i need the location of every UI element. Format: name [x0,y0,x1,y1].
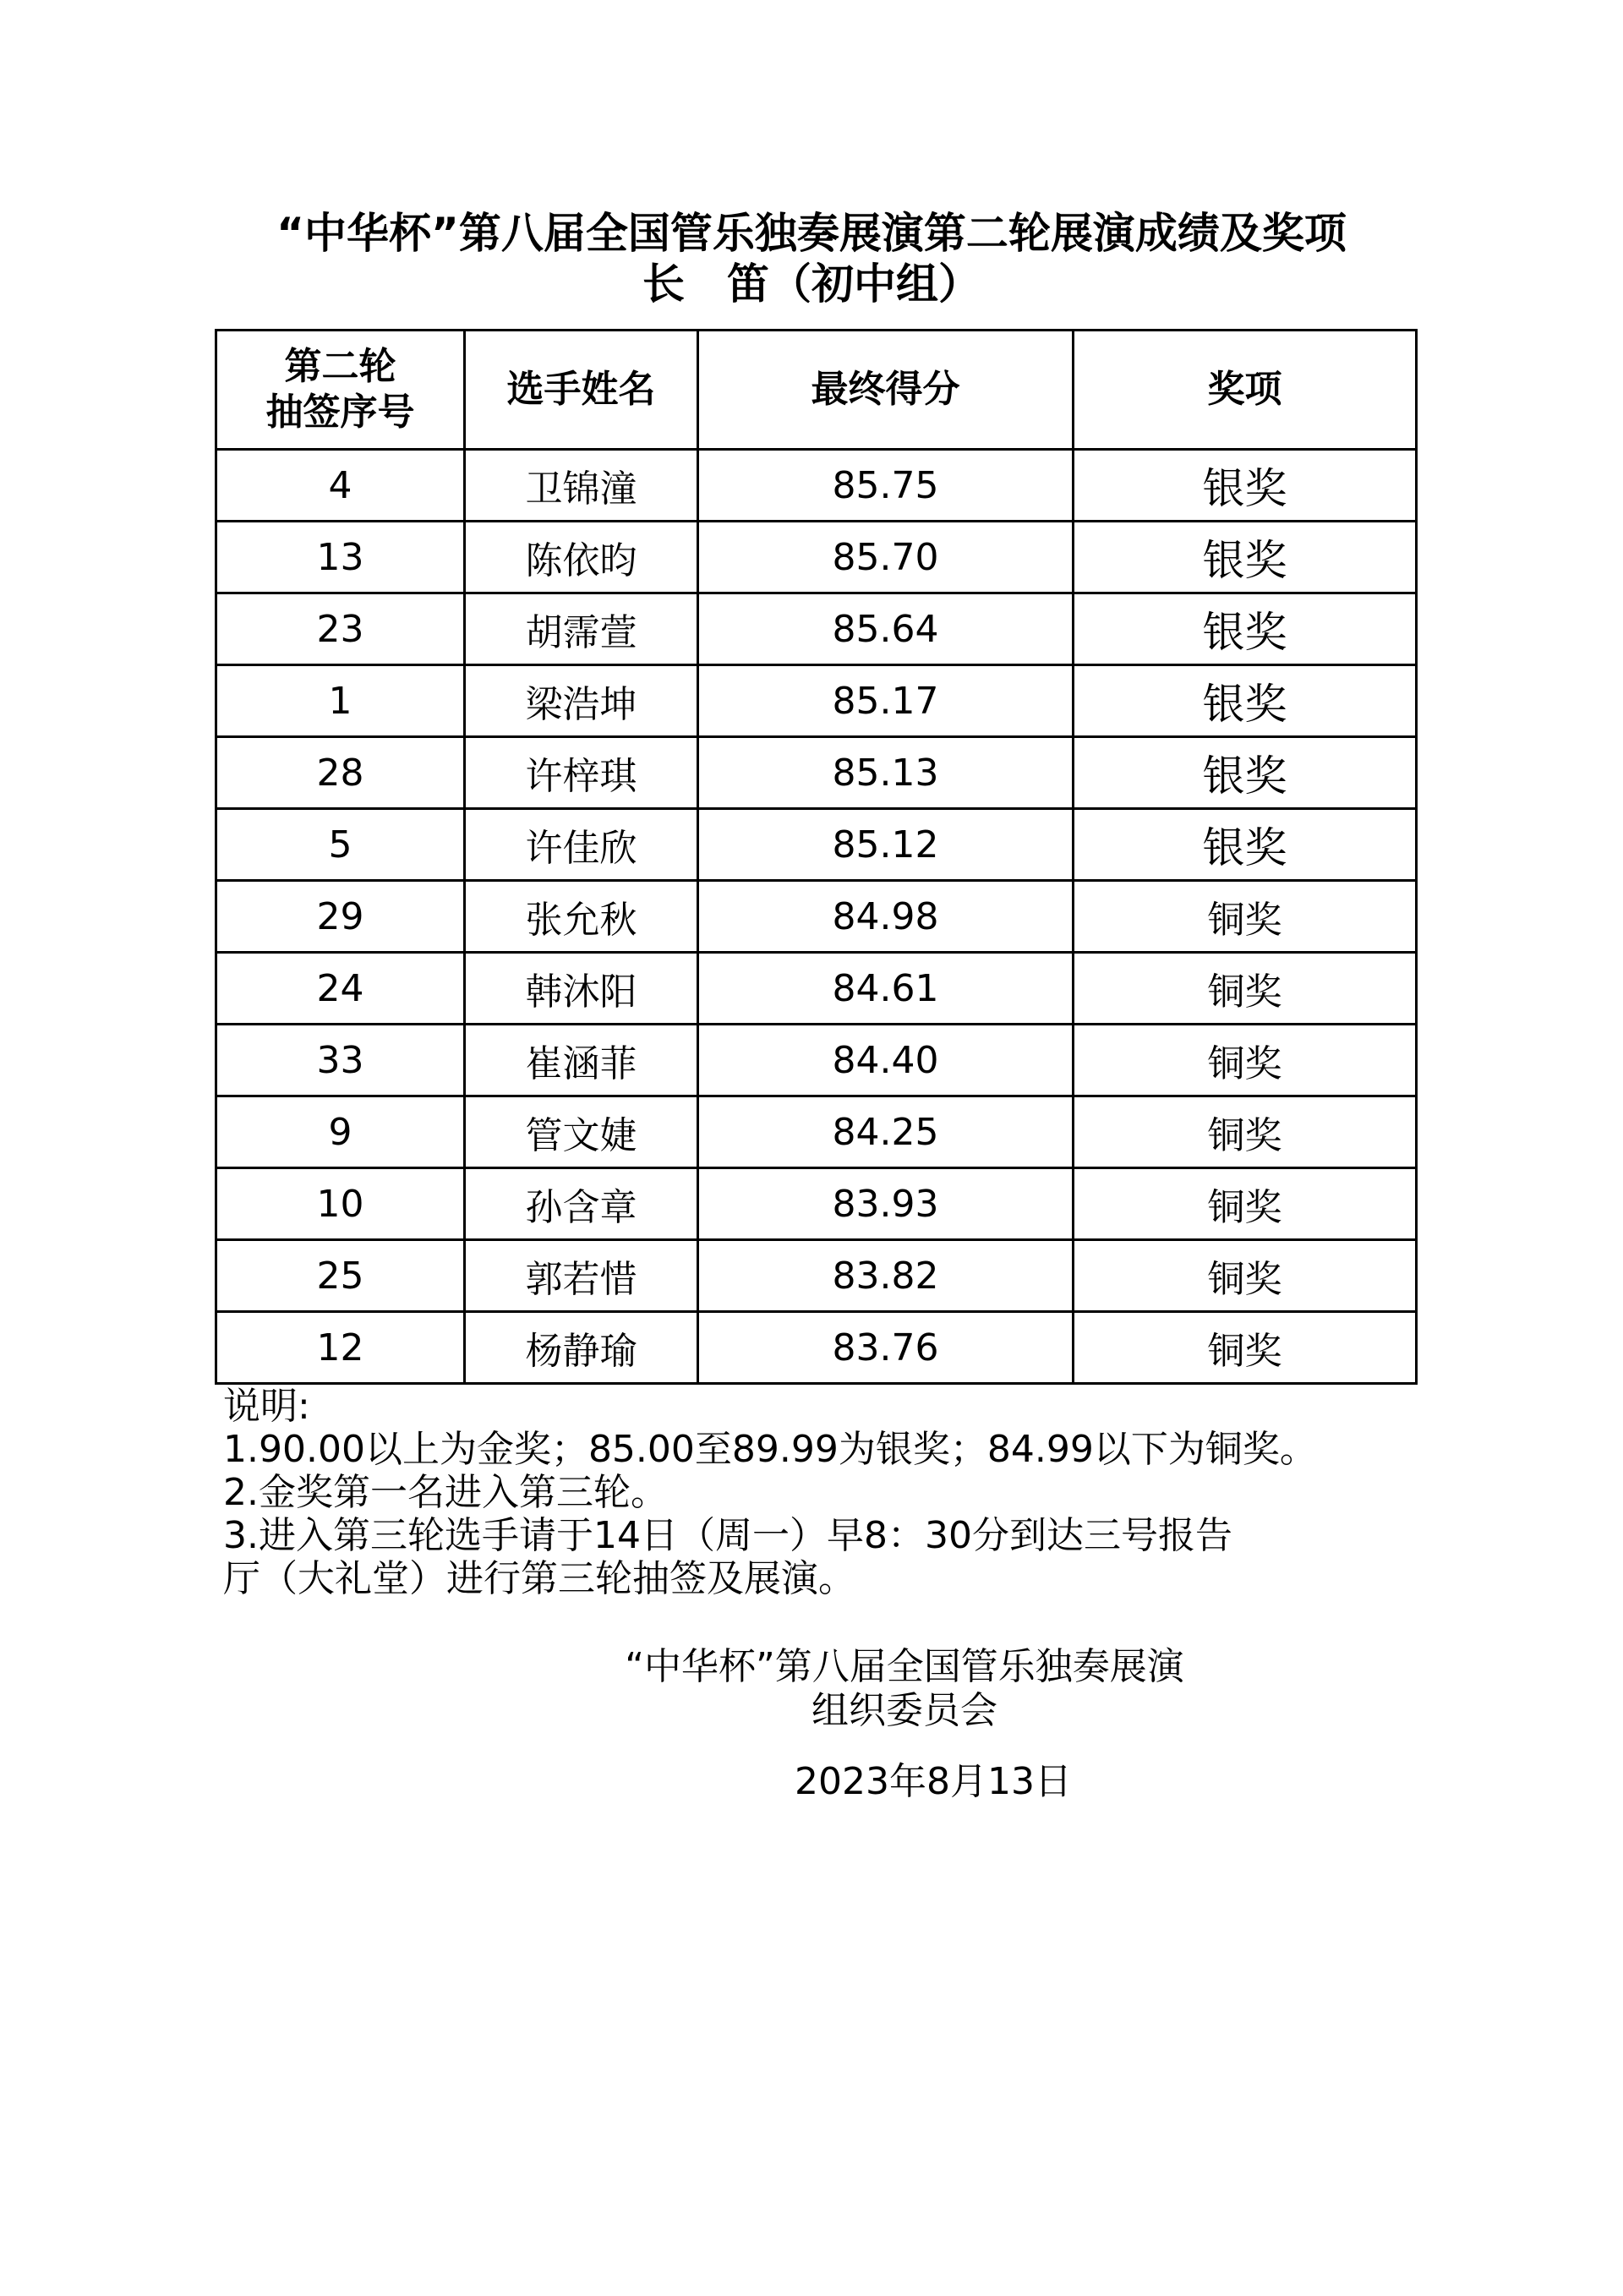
table-row [216,665,1417,737]
award-cell: 银奖 [1074,522,1417,593]
contestant-name-cell: 卫锦潼 [465,450,698,522]
draw-number-cell: 9 [216,1096,465,1168]
table-row [216,737,1417,809]
award-cell: 银奖 [1074,450,1417,522]
score-cell: 85.75 [698,450,1074,522]
award-cell: 铜奖 [1074,1025,1417,1096]
score-cell: 85.17 [698,665,1074,737]
signature-organization: “中华杯”第八届全国管乐独奏展演 [625,1645,1184,1688]
signature-date: 2023年8月13日 [795,1760,1072,1803]
note-item: 厅（大礼堂）进行第三轮抽签及展演。 [223,1557,855,1600]
contestant-name-cell: 陈依昀 [465,522,698,593]
table-row [216,1168,1417,1240]
table-header-row [216,331,1417,450]
award-cell: 银奖 [1074,737,1417,809]
table-row [216,1312,1417,1384]
draw-number-cell: 33 [216,1025,465,1096]
draw-number-cell: 5 [216,809,465,881]
award-cell: 银奖 [1074,593,1417,665]
score-cell: 83.76 [698,1312,1074,1384]
table-row [216,953,1417,1025]
header-draw-number [216,331,465,450]
draw-number-cell: 10 [216,1168,465,1240]
score-cell: 84.61 [698,953,1074,1025]
draw-number-cell: 29 [216,881,465,953]
score-cell: 85.64 [698,593,1074,665]
notes-section [223,1385,1424,1600]
header-award: 奖项 [1074,331,1417,450]
header-contestant-name: 选手姓名 [465,331,698,450]
contestant-name-cell: 郭若惜 [465,1240,698,1312]
table-row [216,1096,1417,1168]
award-cell: 铜奖 [1074,1240,1417,1312]
header-draw-number-line1: 第二轮 [284,345,396,388]
contestant-name-cell: 韩沐阳 [465,953,698,1025]
contestant-name-cell: 许佳欣 [465,809,698,881]
document-title: “中华杯”第八届全国管乐独奏展演第二轮展演成绩及奖项 [276,209,1347,258]
draw-number-cell: 23 [216,593,465,665]
table-row [216,1240,1417,1312]
draw-number-cell: 25 [216,1240,465,1312]
document-subtitle: 长 笛（初中组） [642,260,981,309]
draw-number-cell: 1 [216,665,465,737]
table-row [216,1025,1417,1096]
contestant-name-cell: 管文婕 [465,1096,698,1168]
award-cell: 铜奖 [1074,881,1417,953]
note-item: 1.90.00以上为金奖；85.00至89.99为银奖；84.99以下为铜奖。 [223,1428,1317,1471]
award-cell: 银奖 [1074,665,1417,737]
contestant-name-cell: 孙含章 [465,1168,698,1240]
award-cell: 铜奖 [1074,1312,1417,1384]
score-cell: 85.13 [698,737,1074,809]
draw-number-cell: 24 [216,953,465,1025]
contestant-name-cell: 张允秋 [465,881,698,953]
score-cell: 84.40 [698,1025,1074,1096]
score-cell: 83.93 [698,1168,1074,1240]
note-item: 3.进入第三轮选手请于14日（周一）早8：30分到达三号报告 [223,1514,1232,1557]
contestant-name-cell: 梁浩坤 [465,665,698,737]
score-cell: 84.98 [698,881,1074,953]
score-cell: 85.12 [698,809,1074,881]
table-row [216,881,1417,953]
contestant-name-cell: 许梓琪 [465,737,698,809]
table-body [216,450,1417,1384]
score-cell: 85.70 [698,522,1074,593]
contestant-name-cell: 杨静瑜 [465,1312,698,1384]
score-cell: 84.25 [698,1096,1074,1168]
notes-heading: 说明: [223,1385,310,1428]
draw-number-cell: 12 [216,1312,465,1384]
award-cell: 银奖 [1074,809,1417,881]
award-cell: 铜奖 [1074,1168,1417,1240]
table-row [216,450,1417,522]
table-row [216,522,1417,593]
signature-committee: 组织委员会 [812,1689,997,1732]
note-item: 2.金奖第一名进入第三轮。 [223,1471,668,1514]
award-cell: 铜奖 [1074,953,1417,1025]
contestant-name-cell: 崔涵菲 [465,1025,698,1096]
table-row [216,593,1417,665]
results-table [215,329,1418,1385]
award-cell: 铜奖 [1074,1096,1417,1168]
draw-number-cell: 28 [216,737,465,809]
contestant-name-cell: 胡霈萱 [465,593,698,665]
table-row [216,809,1417,881]
header-draw-number-line2: 抽签序号 [265,391,415,434]
draw-number-cell: 4 [216,450,465,522]
score-cell: 83.82 [698,1240,1074,1312]
header-final-score: 最终得分 [698,331,1074,450]
draw-number-cell: 13 [216,522,465,593]
